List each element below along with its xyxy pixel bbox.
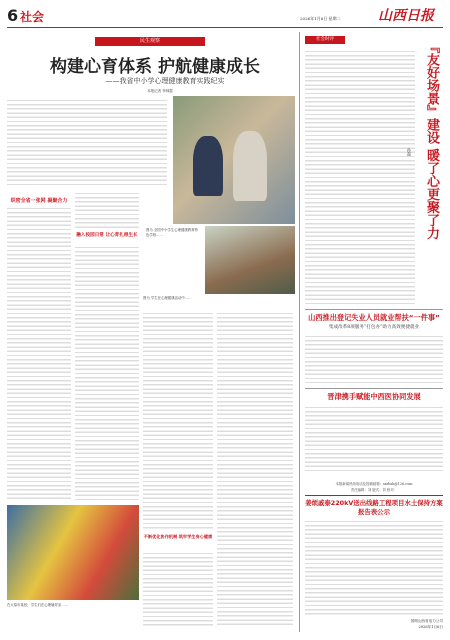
notice-title: 姜烦戚泰220kV送出线路工程项目水土保持方案报告表公示 — [305, 499, 443, 516]
lead-headline: 构建心育体系 护航健康成长 — [50, 57, 260, 77]
lead-subhead: ——我省中小学心理健康教育实践纪实 — [105, 77, 225, 85]
commentary-tag — [305, 36, 345, 44]
notice-body — [305, 518, 443, 616]
photo-student-1 — [193, 136, 223, 196]
paper-name: 山西日报 — [378, 8, 434, 24]
story1-body — [305, 333, 443, 383]
story2-body — [305, 404, 443, 474]
commentary-tag-label: 社会时评 — [316, 37, 334, 42]
lead-col-3 — [143, 310, 213, 530]
lead-col-3b — [143, 550, 213, 628]
story1-subtitle: 集成改革8项服务“打包办”助力高效便捷就业 — [328, 325, 420, 330]
lead-col-4 — [217, 310, 293, 628]
story1-title: 山西推出登记失业人员就业帮扶“一件事” — [308, 313, 440, 322]
subhead-2: 融入校园日常 让心育扎根生长 — [76, 233, 138, 238]
page-number: 6 — [7, 6, 19, 25]
lead-col-1 — [7, 205, 71, 500]
lead-col-2 — [75, 190, 139, 228]
commentary-title: 『友好场景』建设 暖了心更聚了力 — [424, 40, 439, 240]
notice-issuer: 国网山西省电力公司 — [410, 619, 443, 623]
photo-student-2 — [233, 131, 267, 201]
right-divider-2 — [305, 388, 443, 389]
lead-col-2b — [75, 244, 139, 500]
lead-photo-3 — [7, 505, 139, 600]
lead-photo-1 — [173, 96, 295, 224]
page-divider — [299, 32, 300, 632]
masthead-rule — [7, 27, 443, 28]
subhead-3: 不断优化协作机制 筑牢学生身心健康 — [143, 534, 213, 539]
column-tag — [95, 37, 205, 46]
right-divider-1 — [305, 309, 443, 310]
column-tag-label: 民生观察 — [139, 38, 160, 44]
section-name: 社会 — [20, 10, 45, 24]
lead-caption-1: 图为 全国中小学生心理健康教育特色学校…… — [146, 228, 198, 237]
editor-line: 责任编辑：刘 版式：刘 校对： — [350, 488, 398, 492]
lead-photo-2 — [205, 226, 295, 294]
subhead-1: 织密全省一张网 凝聚合力 — [10, 198, 68, 204]
date-label: 2026年1月6日 星期二 — [300, 16, 341, 21]
lead-byline: 本报记者 李林霞 — [147, 89, 173, 93]
hotline-line: 本版新闻热线电话及投稿邮箱：sxrbsh@126.com — [335, 482, 413, 486]
notice-date: 2026年1月6日 — [418, 625, 443, 629]
lead-caption-2: 图为 学生在心理健康活动中…… — [143, 296, 192, 300]
story2-title: 晋津携手赋能中西医协同发展 — [327, 392, 421, 401]
lead-caption-3: 在太原市某校，学生们在心理辅导室…… — [7, 603, 69, 607]
lead-intro — [7, 97, 167, 187]
notice-rule — [305, 495, 443, 496]
commentary-body — [305, 48, 415, 306]
commentary-byline: 孙磊 — [407, 148, 412, 156]
